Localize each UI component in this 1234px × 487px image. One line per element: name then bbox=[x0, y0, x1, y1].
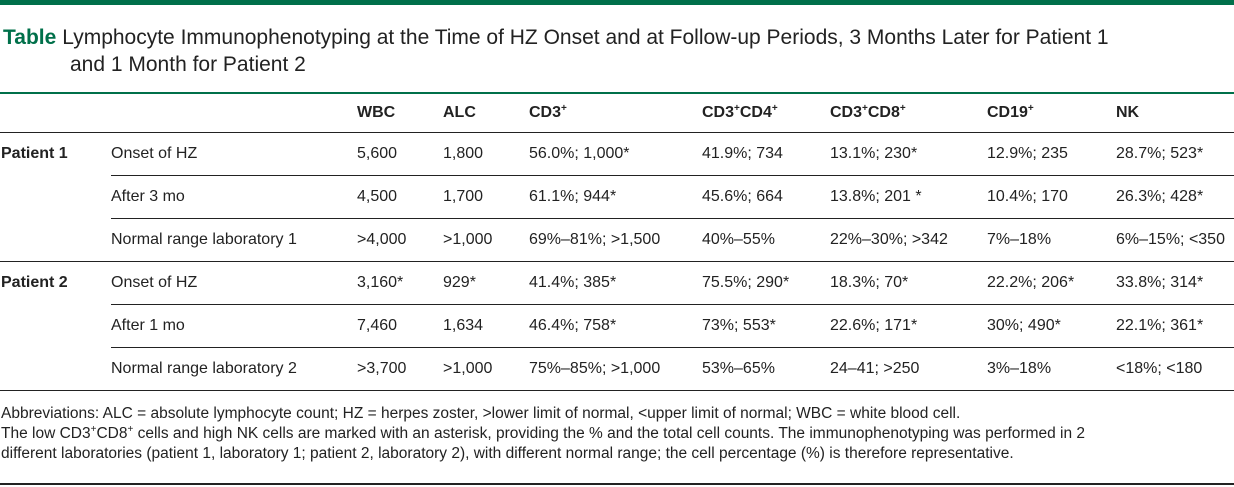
cell-nk: 22.1%; 361* bbox=[1116, 305, 1234, 348]
cell-nk: 6%–15%; <350 bbox=[1116, 231, 1225, 248]
cell-nk: 33.8%; 314* bbox=[1116, 262, 1234, 305]
table-row bbox=[0, 176, 1234, 219]
cell-cd19: 22.2%; 206* bbox=[987, 262, 1116, 305]
cell-wbc: 3,160* bbox=[357, 262, 443, 305]
header-alc: ALC bbox=[443, 94, 529, 133]
cell-cd3cd4: 53%–65% bbox=[702, 360, 775, 377]
cell-cd3cd4: 41.9%; 734 bbox=[702, 133, 830, 176]
row-patient bbox=[0, 348, 111, 391]
cell-wbc: >3,700 bbox=[357, 360, 407, 377]
cell-cd3cd8: 22%–30%; >342 bbox=[830, 231, 948, 248]
cell-cd3: 46.4%; 758* bbox=[529, 305, 702, 348]
cell-cd3cd8: 24–41; >250 bbox=[830, 360, 920, 377]
row-condition: Normal range laboratory 1 bbox=[111, 231, 297, 248]
cell-cd3cd4: 40%–55% bbox=[702, 231, 775, 248]
cell-cd3cd4: 45.6%; 664 bbox=[702, 176, 830, 219]
cell-alc: >1,000 bbox=[443, 231, 493, 248]
cell-cd3: 56.0%; 1,000* bbox=[529, 133, 702, 176]
row-patient bbox=[0, 176, 111, 219]
cell-cd3: 75%–85%; >1,000 bbox=[529, 360, 661, 377]
table-row bbox=[0, 305, 1234, 348]
header-condition bbox=[111, 94, 357, 133]
header-wbc: WBC bbox=[357, 94, 443, 133]
header-cd3: CD3+ bbox=[529, 94, 702, 133]
cell-alc: 1,800 bbox=[443, 133, 529, 176]
footer-rule bbox=[0, 483, 1234, 485]
row-condition: Normal range laboratory 2 bbox=[111, 360, 297, 377]
cell-wbc: 4,500 bbox=[357, 176, 443, 219]
cell-cd19: 30%; 490* bbox=[987, 305, 1116, 348]
cell-wbc: >4,000 bbox=[357, 231, 407, 248]
row-patient bbox=[0, 305, 111, 348]
cell-cd3cd4: 75.5%; 290* bbox=[702, 262, 830, 305]
table-title bbox=[3, 24, 1231, 78]
table-row bbox=[0, 262, 1234, 305]
cell-nk: 26.3%; 428* bbox=[1116, 176, 1234, 219]
table-title-text-line1: Lymphocyte Immunophenotyping at the Time of HZ Onset and at Follow-up Periods, 3 Months Later for Patient 1 bbox=[62, 26, 1109, 49]
cell-alc: 1,700 bbox=[443, 176, 529, 219]
cell-alc: >1,000 bbox=[443, 360, 493, 377]
table-row bbox=[0, 133, 1234, 176]
table-footnotes bbox=[1, 404, 1233, 464]
table-row bbox=[0, 348, 1234, 391]
cell-wbc: 7,460 bbox=[357, 305, 443, 348]
abbreviations-note: Abbreviations: ALC = absolute lymphocyte count; HZ = herpes zoster, >lower limit of normal, <upper limit of normal; WBC = white blood cell. bbox=[1, 405, 961, 422]
row-condition: After 1 mo bbox=[111, 305, 357, 348]
cell-cd3cd8: 22.6%; 171* bbox=[830, 305, 987, 348]
cell-cd3: 69%–81%; >1,500 bbox=[529, 231, 661, 248]
table-row bbox=[0, 219, 1234, 262]
header-patient bbox=[0, 94, 111, 133]
immunophenotyping-table bbox=[0, 94, 1234, 390]
cell-cd3cd8: 18.3%; 70* bbox=[830, 262, 987, 305]
cell-wbc: 5,600 bbox=[357, 133, 443, 176]
header-cd3cd4: CD3+CD4+ bbox=[702, 94, 830, 133]
top-accent-bar bbox=[0, 0, 1234, 5]
header-cd19: CD19+ bbox=[987, 94, 1116, 133]
cell-cd3: 41.4%; 385* bbox=[529, 262, 702, 305]
cell-nk: 28.7%; 523* bbox=[1116, 133, 1234, 176]
row-condition: Onset of HZ bbox=[111, 262, 357, 305]
cell-alc: 929* bbox=[443, 262, 529, 305]
cell-nk: <18%; <180 bbox=[1116, 360, 1203, 377]
cell-alc: 1,634 bbox=[443, 305, 529, 348]
cell-cd3cd8: 13.8%; 201 * bbox=[830, 176, 987, 219]
row-patient: Patient 1 bbox=[1, 145, 68, 163]
cell-cd19: 3%–18% bbox=[987, 360, 1052, 377]
row-condition: After 3 mo bbox=[111, 176, 357, 219]
table-title-label: Table bbox=[3, 26, 57, 49]
header-row bbox=[0, 94, 1234, 133]
cell-cd19: 12.9%; 235 bbox=[987, 133, 1116, 176]
cell-cd3cd4: 73%; 553* bbox=[702, 305, 830, 348]
table-title-text-line2: and 1 Month for Patient 2 bbox=[70, 53, 306, 76]
table-bottom-rule bbox=[0, 390, 1234, 391]
header-cd3cd8: CD3+CD8+ bbox=[830, 94, 987, 133]
laboratory-note: different laboratories (patient 1, laboratory 1; patient 2, laboratory 2), with different normal range; the cell percentage (%) is therefore representative. bbox=[1, 445, 1014, 462]
row-condition: Onset of HZ bbox=[111, 133, 357, 176]
cell-cd19: 10.4%; 170 bbox=[987, 176, 1116, 219]
cell-cd3cd8: 13.1%; 230* bbox=[830, 133, 987, 176]
row-patient bbox=[0, 219, 111, 262]
header-nk: NK bbox=[1116, 94, 1234, 133]
asterisk-note: The low CD3+CD8+ cells and high NK cells are marked with an asterisk, providing the % and the total cell counts. The immunophenotyping was performed in 2 bbox=[1, 424, 1086, 442]
row-patient: Patient 2 bbox=[1, 274, 68, 292]
cell-cd19: 7%–18% bbox=[987, 231, 1052, 248]
cell-cd3: 61.1%; 944* bbox=[529, 176, 702, 219]
